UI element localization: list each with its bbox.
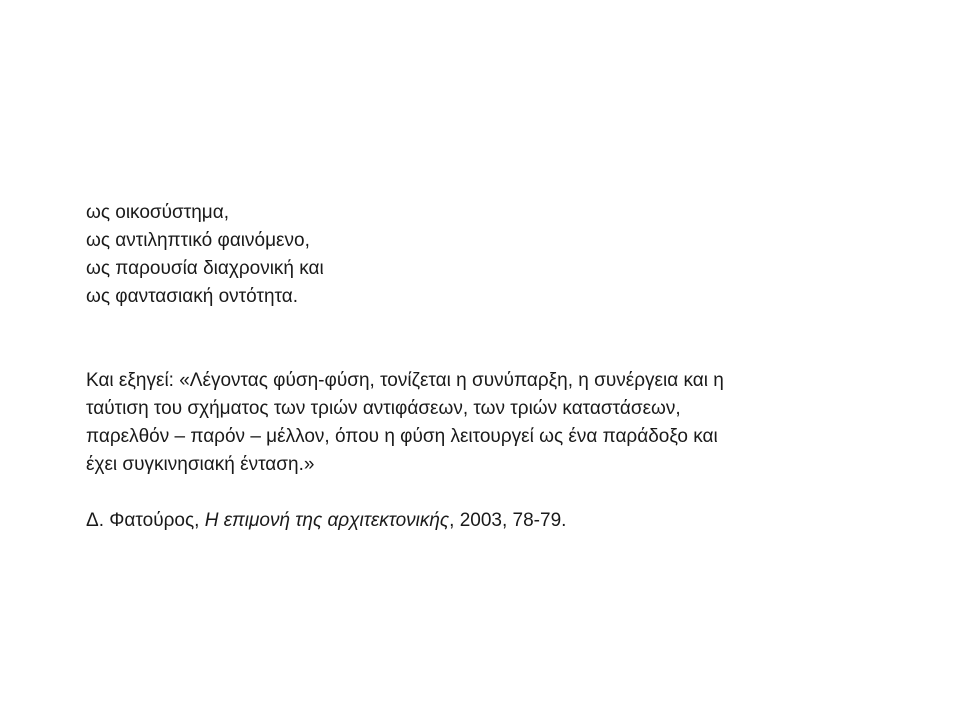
- slide-content: [86, 199, 886, 535]
- intro-line-1: ως οικοσύστημα,: [86, 202, 230, 223]
- quote-paragraph: [86, 367, 886, 479]
- intro-line-3: ως παρουσία διαχρονική και: [86, 258, 324, 279]
- intro-line-2: ως αντιληπτικό φαινόμενο,: [86, 230, 310, 251]
- quote-line-2: ταύτιση του σχήματος των τριών αντιφάσεων, των τριών καταστάσεων,: [86, 398, 681, 419]
- citation: [86, 507, 886, 535]
- citation-author: Δ. Φατούρος,: [86, 510, 205, 531]
- quote-line-4: έχει συγκινησιακή ένταση.»: [86, 454, 315, 475]
- intro-list: [86, 199, 886, 311]
- citation-title: Η επιμονή της αρχιτεκτονικής: [204, 510, 450, 531]
- quote-line-3: παρελθόν – παρόν – μέλλον, όπου η φύση λειτουργεί ως ένα παράδοξο και: [86, 426, 718, 447]
- quote-line-1: Και εξηγεί: «Λέγοντας φύση-φύση, τονίζεται η συνύπαρξη, η συνέργεια και η: [86, 370, 724, 391]
- intro-line-4: ως φαντασιακή οντότητα.: [86, 286, 299, 307]
- citation-details: , 2003, 78-79.: [449, 510, 567, 531]
